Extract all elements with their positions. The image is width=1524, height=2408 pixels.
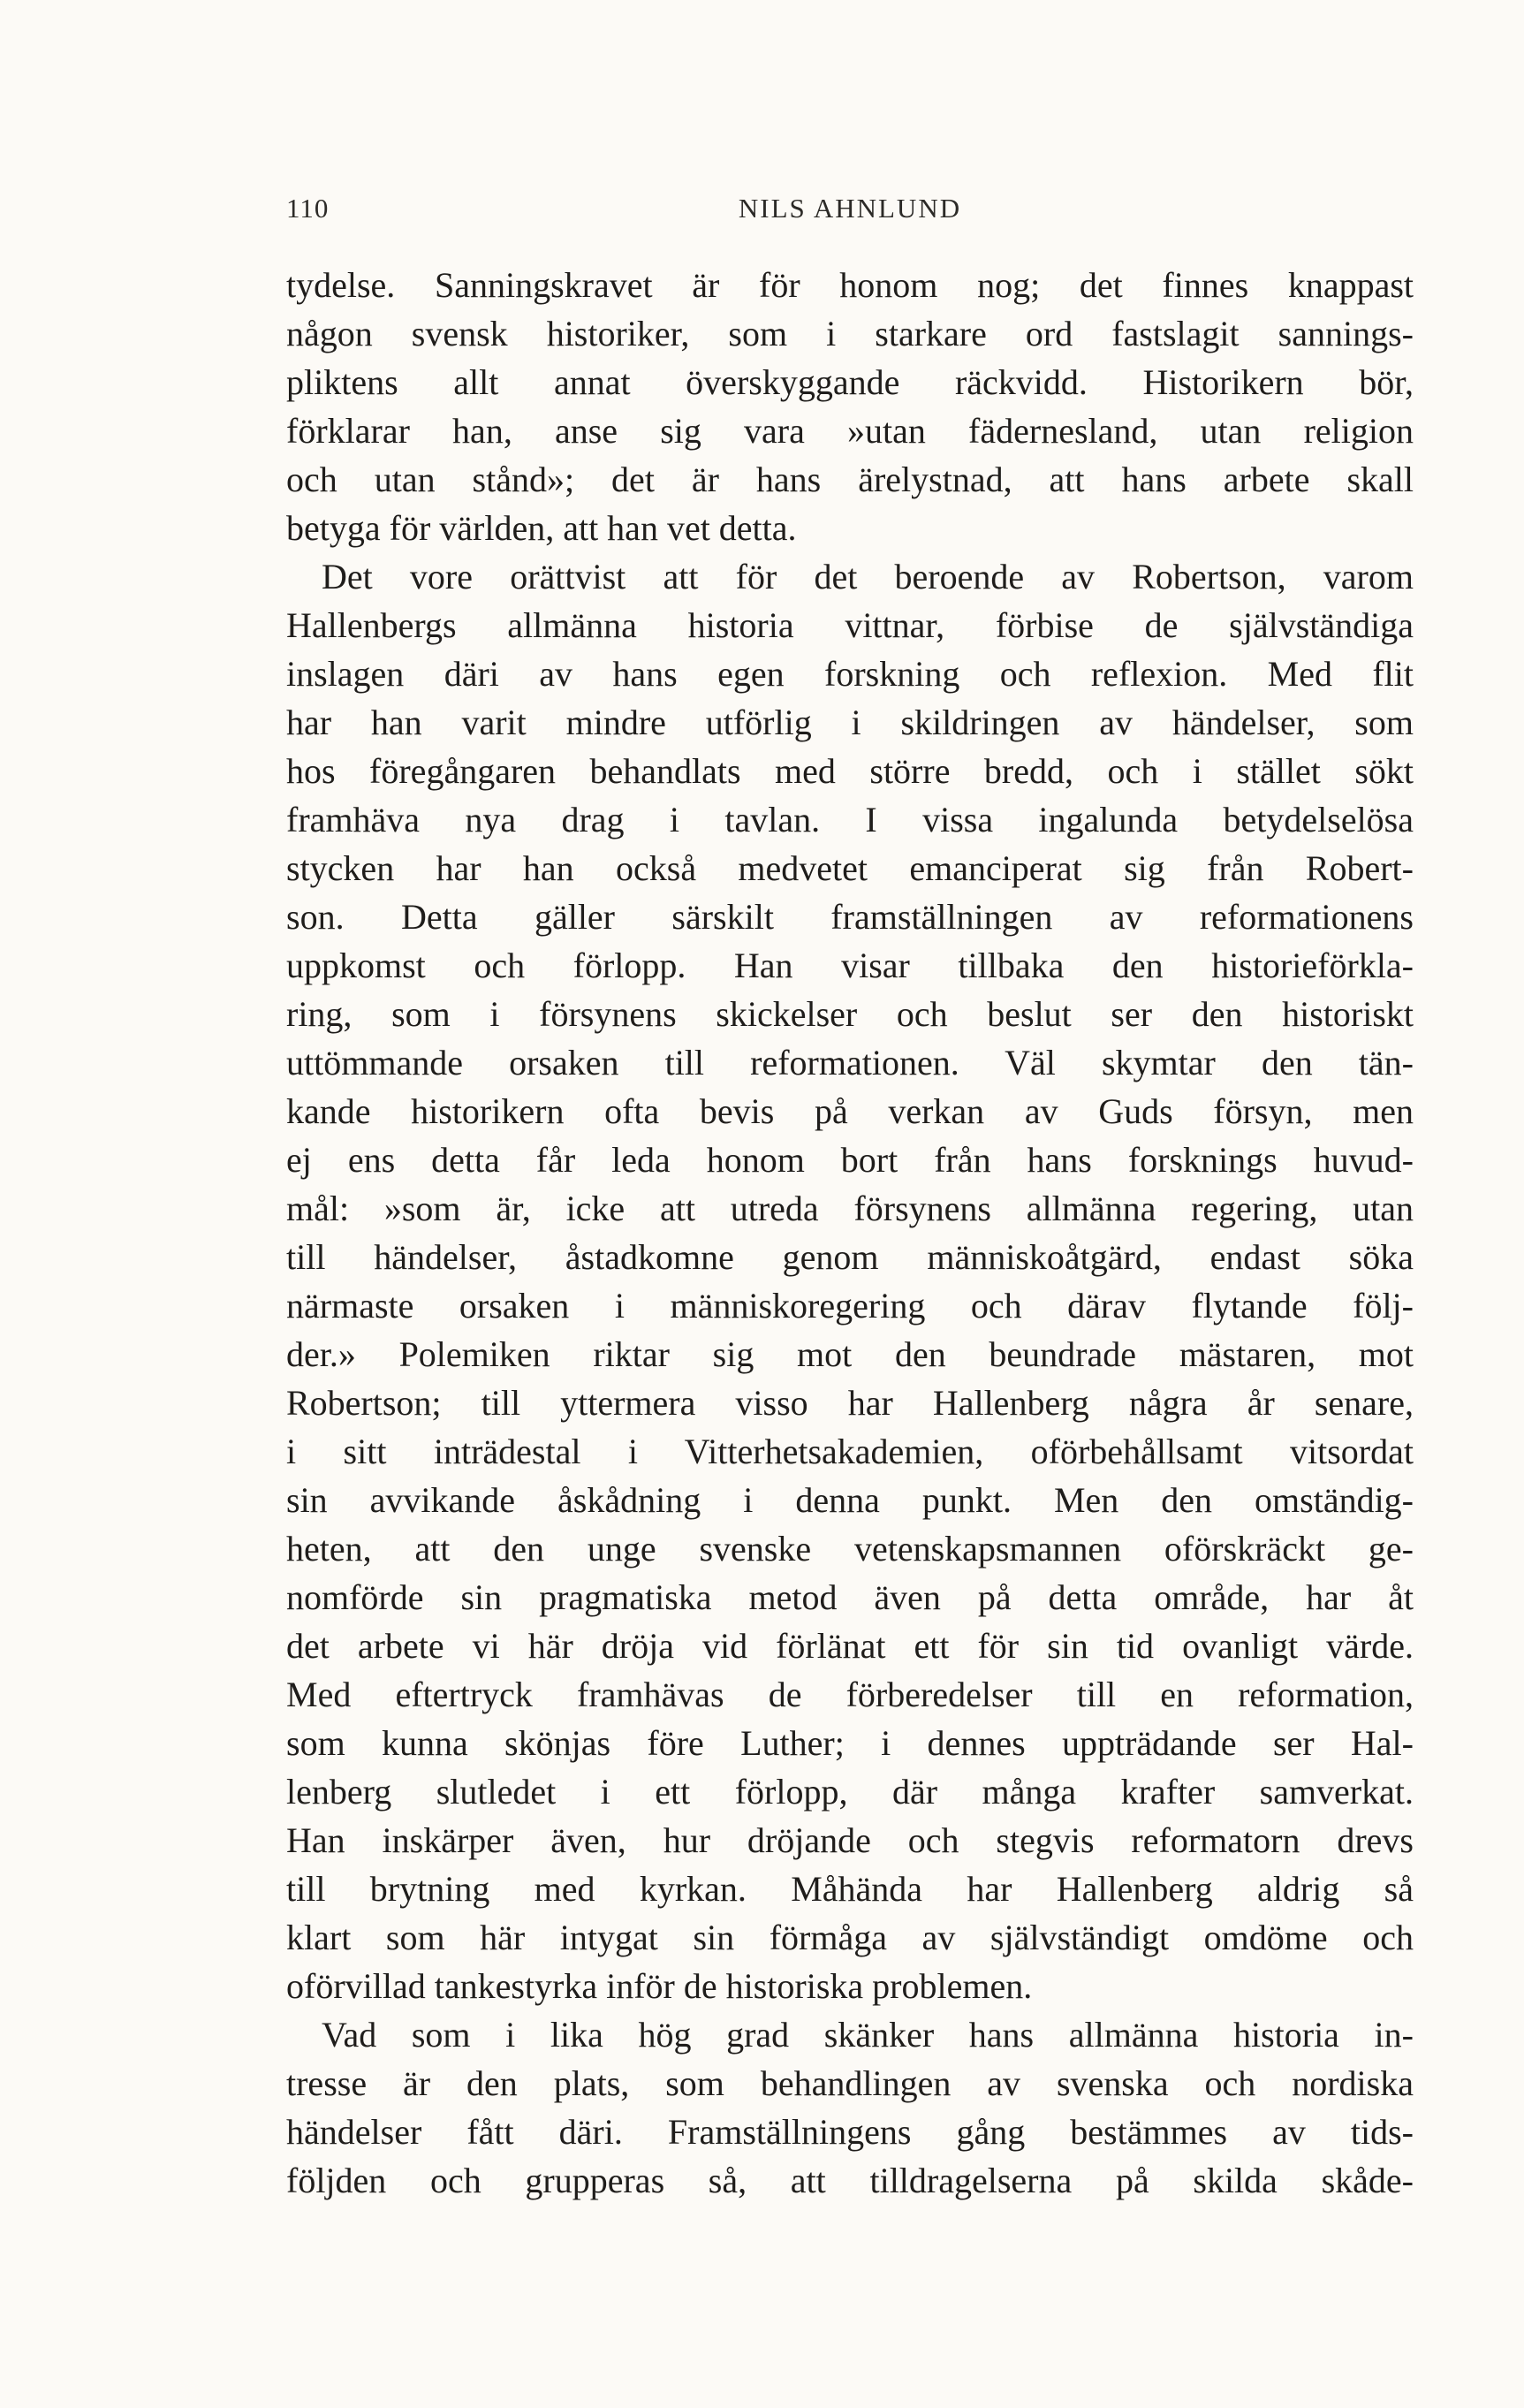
text-line: förklarar han, anse sig vara »utan fädernesland, utan religion [286, 411, 1414, 451]
text-line: klart som här intygat sin förmåga av självständigt omdöme och [286, 1918, 1414, 1957]
body-text [286, 261, 1414, 2205]
text-line: hos föregångaren behandlats med större bredd, och i stället sökt [286, 751, 1414, 791]
text-line: Med eftertryck framhävas de förberedelser till en reformation, [286, 1675, 1414, 1714]
text-line: heten, att den unge svenske vetenskapsmannen oförskräckt ge- [286, 1529, 1414, 1569]
text-line: uttömmande orsaken till reformationen. Väl skymtar den tän- [286, 1043, 1414, 1082]
text-line: Robertson; till yttermera visso har Hallenberg några år senare, [286, 1383, 1414, 1423]
running-head [286, 193, 1414, 228]
text-line: som kunna skönjas före Luther; i dennes uppträdande ser Hal- [286, 1723, 1414, 1763]
text-line: Det vore orättvist att för det beroende av Robertson, varom [322, 557, 1414, 596]
text-line: någon svensk historiker, som i starkare ord fastslagit sannings- [286, 314, 1414, 353]
text-line: son. Detta gäller särskilt framställningen av reformationens [286, 897, 1414, 937]
text-line: betyga för världen, att han vet detta. [286, 508, 797, 548]
text-line: oförvillad tankestyrka inför de historiska problemen. [286, 1966, 1033, 2006]
text-line: kande historikern ofta bevis på verkan av Guds försyn, men [286, 1091, 1414, 1131]
text-line: till händelser, åstadkomne genom människoåtgärd, endast söka [286, 1237, 1414, 1277]
page-number: 110 [286, 193, 330, 224]
text-line: Vad som i lika hög grad skänker hans allmänna historia in- [322, 2015, 1414, 2055]
text-line: Hallenbergs allmänna historia vittnar, förbise de självständiga [286, 605, 1414, 645]
text-line: uppkomst och förlopp. Han visar tillbaka den historieförkla- [286, 946, 1414, 985]
text-line: der.» Polemiken riktar sig mot den beundrade mästaren, mot [286, 1334, 1414, 1374]
text-line: tresse är den plats, som behandlingen av svenska och nordiska [286, 2063, 1414, 2103]
text-line: ej ens detta får leda honom bort från hans forsknings huvud- [286, 1140, 1414, 1180]
text-line: följden och grupperas så, att tilldragelserna på skilda skåde- [286, 2161, 1414, 2200]
text-line: händelser fått däri. Framställningens gång bestämmes av tids- [286, 2112, 1414, 2152]
text-line: pliktens allt annat överskyggande räckvidd. Historikern bör, [286, 362, 1414, 402]
text-line: har han varit mindre utförlig i skildringen av händelser, som [286, 703, 1414, 742]
text-line: Han inskärper även, hur dröjande och stegvis reformatorn drevs [286, 1820, 1414, 1860]
text-line: i sitt inträdestal i Vitterhetsakademien, oförbehållsamt vitsordat [286, 1432, 1414, 1471]
text-line: stycken har han också medvetet emanciperat sig från Robert- [286, 848, 1414, 888]
text-line: ring, som i försynens skickelser och beslut ser den historiskt [286, 994, 1414, 1034]
text-line: det arbete vi här dröja vid förlänat ett för sin tid ovanligt värde. [286, 1626, 1414, 1666]
text-line: lenberg slutledet i ett förlopp, där många krafter samverkat. [286, 1772, 1414, 1812]
text-line: sin avvikande åskådning i denna punkt. Men den omständig- [286, 1480, 1414, 1520]
text-line: mål: »som är, icke att utreda försynens allmänna regering, utan [286, 1189, 1414, 1228]
text-line: och utan stånd»; det är hans ärelystnad, att hans arbete skall [286, 460, 1414, 499]
text-line: nomförde sin pragmatiska metod även på detta område, har åt [286, 1577, 1414, 1617]
text-line: inslagen däri av hans egen forskning och reflexion. Med flit [286, 654, 1414, 694]
text-line: närmaste orsaken i människoregering och därav flytande följ- [286, 1286, 1414, 1326]
running-title: NILS AHNLUND [738, 193, 962, 224]
text-line: till brytning med kyrkan. Måhända har Hallenberg aldrig så [286, 1869, 1414, 1909]
text-line: tydelse. Sanningskravet är för honom nog; det finnes knappast [286, 265, 1414, 305]
text-line: framhäva nya drag i tavlan. I vissa ingalunda betydelselösa [286, 800, 1414, 839]
